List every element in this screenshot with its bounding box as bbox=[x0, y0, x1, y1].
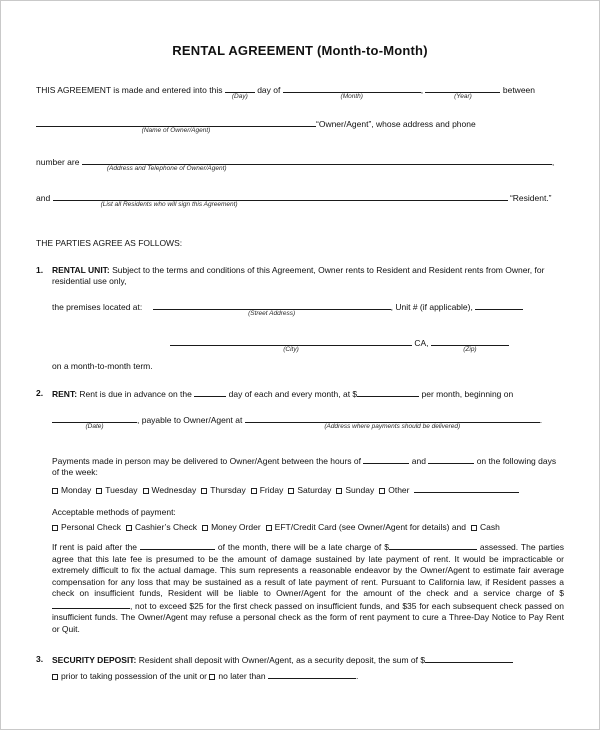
deposit-period: . bbox=[356, 671, 359, 681]
day-option-thursday bbox=[201, 485, 245, 495]
checkbox-sunday[interactable] bbox=[336, 488, 342, 494]
payment-address-caption: (Address where payments should be delivered) bbox=[324, 423, 461, 430]
city-blank bbox=[170, 337, 412, 353]
day-label-saturday: Saturday bbox=[297, 485, 332, 495]
street-address-caption: (Street Address) bbox=[248, 310, 296, 317]
rent-payable-line bbox=[52, 414, 564, 430]
intro-line-4-post: “Resident.” bbox=[509, 193, 552, 203]
day-label-sunday: Sunday bbox=[345, 485, 375, 495]
checkbox-saturday[interactable] bbox=[288, 488, 294, 494]
late-text-a: If rent is paid after the bbox=[52, 542, 138, 552]
method-option-cashiers-check bbox=[126, 522, 197, 532]
zip-caption: (Zip) bbox=[463, 346, 477, 353]
street-address-blank bbox=[153, 301, 391, 317]
day-label-thursday: Thursday bbox=[210, 485, 246, 495]
section-security-deposit bbox=[36, 654, 564, 682]
owner-name-blank bbox=[36, 118, 316, 134]
month-caption: (Month) bbox=[340, 93, 363, 100]
rent-text-a: Rent is due in advance on the bbox=[79, 389, 192, 399]
delivery-text-a: Payments made in person may be delivered to Owner/Agent between the hours of bbox=[52, 456, 362, 466]
method-label-personal-check: Personal Check bbox=[61, 522, 122, 532]
day-label-wednesday: Wednesday bbox=[151, 485, 197, 495]
residents-caption: (List all Residents who will sign this Agreement) bbox=[100, 201, 238, 208]
late-after-blank bbox=[140, 541, 215, 550]
methods-line bbox=[52, 522, 564, 533]
method-option-personal-check bbox=[52, 522, 121, 532]
checkbox-money-order[interactable] bbox=[202, 525, 208, 531]
premises-text: the premises located at: bbox=[52, 302, 143, 312]
rent-text-b: day of each and every month, at $ bbox=[228, 389, 358, 399]
other-day-blank bbox=[414, 484, 519, 493]
zip-blank bbox=[431, 337, 509, 353]
late-text-d: , not to exceed $25 for the first check passed on insufficient funds, and $35 for each subsequent check passed on insufficient funds. The Owner/Agent may refuse a personal check as the form of rent payment to cure a Three-Day Notice to Pay Rent or Quit. bbox=[52, 600, 564, 634]
payable-text: , payable to Owner/Agent at bbox=[137, 415, 243, 425]
page-title: RENTAL AGREEMENT (Month-to-Month) bbox=[172, 43, 428, 58]
rent-paragraph bbox=[52, 388, 564, 400]
checkbox-prior-possession[interactable] bbox=[52, 674, 58, 680]
late-text-b: of the month, there will be a late charge of $ bbox=[217, 542, 389, 552]
intro-text-pre: THIS AGREEMENT is made and entered into this bbox=[36, 85, 223, 95]
security-deposit-options bbox=[52, 670, 564, 682]
method-label-eft-credit-card: EFT/Credit Card (see Owner/Agent for details) and bbox=[274, 522, 467, 532]
delivery-text-b: and bbox=[411, 456, 426, 466]
intro-line-4 bbox=[36, 192, 564, 208]
intro-line-3 bbox=[36, 156, 564, 172]
month-blank bbox=[283, 84, 424, 100]
method-option-cash bbox=[471, 522, 500, 532]
rent-text-c: per month, beginning on bbox=[421, 389, 514, 399]
checkbox-cashiers-check[interactable] bbox=[126, 525, 132, 531]
hours-from-blank bbox=[363, 455, 409, 464]
day-option-tuesday bbox=[96, 485, 137, 495]
late-charge-blank bbox=[389, 541, 477, 550]
day-option-monday bbox=[52, 485, 91, 495]
day-caption: (Day) bbox=[231, 93, 248, 100]
day-option-saturday bbox=[288, 485, 331, 495]
service-charge-blank bbox=[52, 600, 130, 609]
intro-text-comma: , bbox=[420, 85, 424, 95]
checkbox-thursday[interactable] bbox=[201, 488, 207, 494]
date-caption: (Date) bbox=[85, 423, 104, 430]
day-label-monday: Monday bbox=[61, 485, 92, 495]
checkbox-wednesday[interactable] bbox=[143, 488, 149, 494]
owner-address-blank bbox=[82, 156, 555, 172]
year-blank bbox=[425, 84, 500, 100]
agree-heading: THE PARTIES AGREE AS FOLLOWS: bbox=[36, 238, 183, 248]
section-1-number: 1. bbox=[36, 265, 44, 275]
rental-unit-paragraph bbox=[52, 265, 564, 287]
checkbox-personal-check[interactable] bbox=[52, 525, 58, 531]
premises-line bbox=[52, 301, 564, 317]
method-label-cashiers-check: Cashier’s Check bbox=[135, 522, 198, 532]
rental-unit-text: Subject to the terms and conditions of this Agreement, Owner rents to Resident and Resident rents from Owner, for residential use only, bbox=[52, 265, 545, 286]
checkbox-monday[interactable] bbox=[52, 488, 58, 494]
delivery-text-c: on the following days of the week: bbox=[52, 456, 557, 477]
rental-unit-label: RENTAL UNIT: bbox=[52, 265, 110, 275]
intro-line-1 bbox=[36, 84, 564, 100]
day-label-tuesday: Tuesday bbox=[105, 485, 138, 495]
option-no-later-label: no later than bbox=[218, 671, 266, 681]
rent-day-blank bbox=[194, 388, 226, 397]
city-line bbox=[52, 337, 564, 353]
residents-blank bbox=[53, 192, 508, 208]
state-text: CA, bbox=[414, 338, 429, 348]
late-text-c: assessed. The parties agree that this late fee is presumed to be the amount of damage sustained by late payment of rent. It would be impracticable or extremely difficult to fix the actual damage. This sum represents a reasonable endeavor by the Owner/Agent to estimate fair average compensation for any loss that may be sustained as a result of late payment of rent. Pursuant to California law, if Resident passes a check on insufficient funds, Resident will be liable to Owner/Agent for the amount of the check and a service charge of $ bbox=[52, 542, 564, 598]
day-label-other: Other bbox=[388, 485, 410, 495]
checkbox-friday[interactable] bbox=[251, 488, 257, 494]
day-option-friday bbox=[251, 485, 284, 495]
unit-number-blank bbox=[475, 301, 523, 310]
rent-amount-blank bbox=[357, 388, 419, 397]
rent-label: RENT: bbox=[52, 389, 78, 399]
checkbox-eft-credit-card[interactable] bbox=[266, 525, 272, 531]
security-deposit-label: SECURITY DEPOSIT: bbox=[52, 655, 137, 665]
method-label-cash: Cash bbox=[480, 522, 500, 532]
intro-line-3-comma: , bbox=[551, 157, 555, 167]
method-option-money-order bbox=[202, 522, 261, 532]
checkbox-other[interactable] bbox=[379, 488, 385, 494]
intro-line-2 bbox=[36, 118, 564, 134]
intro-text-post: between bbox=[502, 85, 535, 95]
intro-line-4-pre: and bbox=[36, 193, 51, 203]
option-prior-possession-label: prior to taking possession of the unit or bbox=[61, 671, 207, 681]
deposit-amount-blank bbox=[425, 654, 513, 663]
section-rent bbox=[36, 388, 564, 635]
section-rental-unit bbox=[36, 265, 564, 372]
checkbox-no-later-than[interactable] bbox=[209, 674, 215, 680]
method-label-money-order: Money Order bbox=[211, 522, 261, 532]
day-option-wednesday bbox=[143, 485, 197, 495]
day-label-friday: Friday bbox=[259, 485, 284, 495]
intro-line-2-text: “Owner/Agent”, whose address and phone bbox=[316, 119, 476, 129]
intro-line-3-pre: number are bbox=[36, 157, 80, 167]
day-blank bbox=[225, 84, 255, 100]
checkbox-tuesday[interactable] bbox=[96, 488, 102, 494]
term-line: on a month-to-month term. bbox=[52, 361, 153, 371]
day-option-sunday bbox=[336, 485, 374, 495]
unit-text: , Unit # (if applicable), bbox=[390, 302, 473, 312]
payable-period: . bbox=[539, 415, 543, 425]
method-option-eft-credit-card bbox=[266, 522, 466, 532]
checkbox-cash[interactable] bbox=[471, 525, 477, 531]
year-caption: (Year) bbox=[454, 93, 472, 100]
methods-heading: Acceptable methods of payment: bbox=[52, 507, 176, 517]
days-of-week-line bbox=[52, 484, 564, 496]
security-deposit-paragraph bbox=[52, 654, 564, 666]
owner-name-caption: (Name of Owner/Agent) bbox=[141, 127, 211, 134]
security-deposit-text: Resident shall deposit with Owner/Agent, as a security deposit, the sum of $ bbox=[138, 655, 426, 665]
day-option-other bbox=[379, 485, 409, 495]
owner-address-caption: (Address and Telephone of Owner/Agent) bbox=[106, 165, 227, 172]
section-3-number: 3. bbox=[36, 654, 44, 664]
rent-start-date-blank bbox=[52, 414, 137, 430]
intro-text-mid: day of bbox=[257, 85, 281, 95]
city-caption: (City) bbox=[283, 346, 299, 353]
payment-address-blank bbox=[245, 414, 543, 430]
hours-to-blank bbox=[428, 455, 474, 464]
deposit-deadline-blank bbox=[268, 670, 359, 681]
section-2-number: 2. bbox=[36, 388, 44, 398]
delivery-paragraph bbox=[52, 455, 564, 478]
late-fee-paragraph bbox=[52, 541, 564, 635]
